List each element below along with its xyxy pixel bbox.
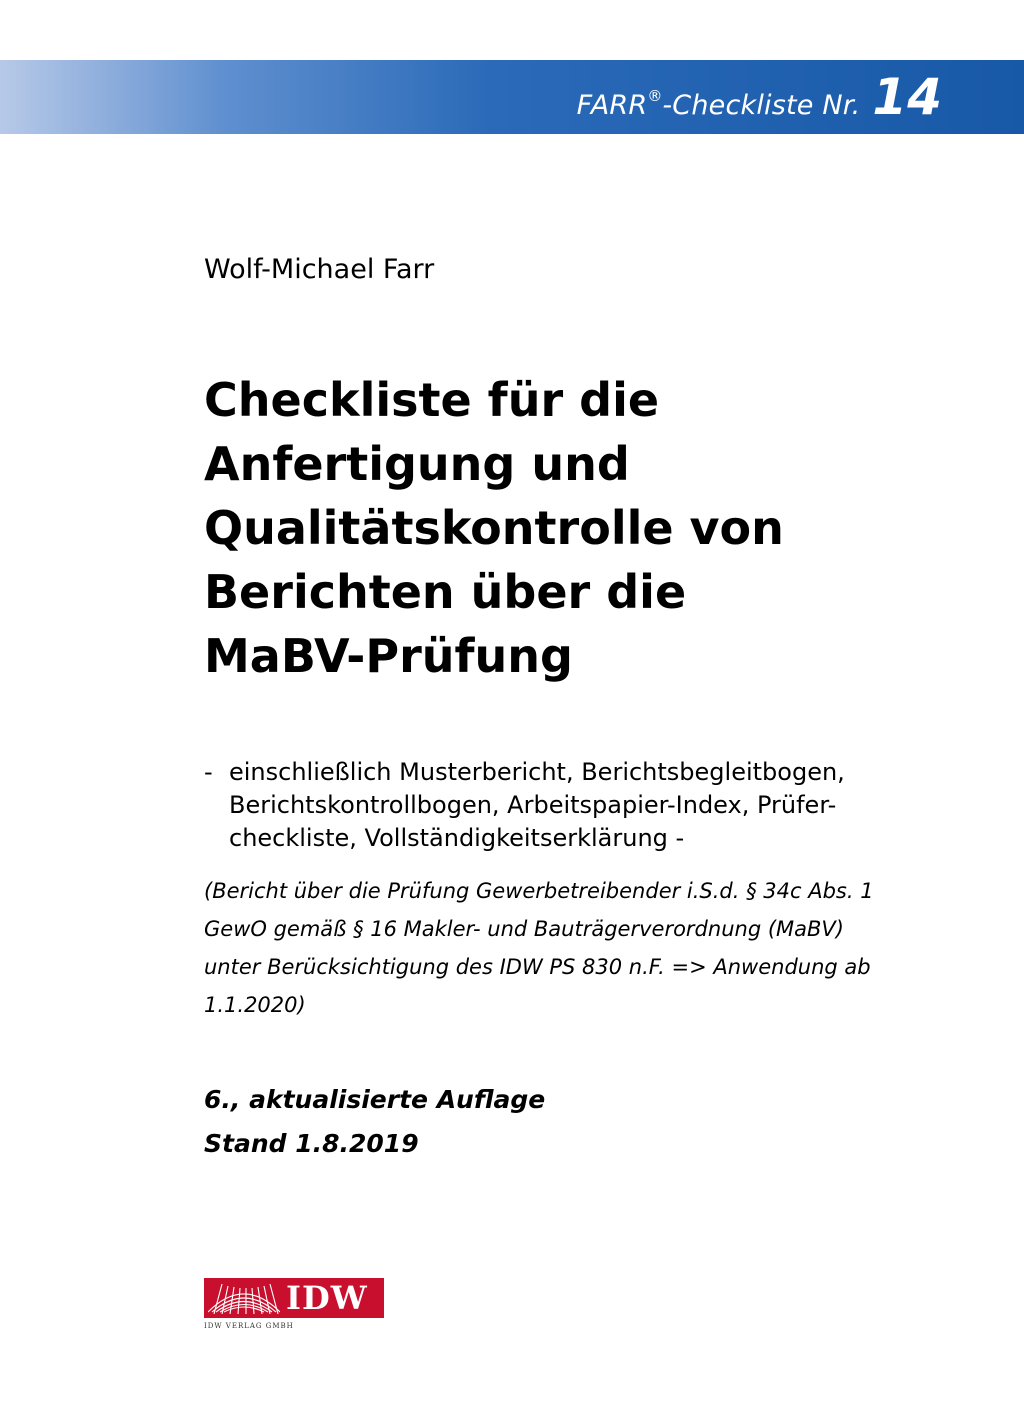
logo-subtext: IDW VERLAG GMBH <box>204 1322 294 1330</box>
note-line: (Bericht über die Prüfung Gewerbetreibender i.S.d. § 34c Abs. 1 <box>204 879 874 903</box>
note-line: 1.1.2020) <box>204 993 306 1017</box>
title-line: Checkliste für die <box>204 373 660 427</box>
title-line: Berichten über die <box>204 565 687 619</box>
series-prefix: FARR <box>576 90 648 121</box>
series-label <box>576 68 942 128</box>
logo-text: IDW <box>286 1279 368 1317</box>
note-line: unter Berücksichtigung des IDW PS 830 n.F. => Anwendung ab <box>204 955 871 979</box>
edition-line: 6., aktualisierte Auflage <box>204 1085 546 1114</box>
title-line: Qualitätskontrolle von <box>204 501 784 555</box>
subtitle-text: einschließlich Musterbericht, Berichtsbegleitbogen, <box>229 758 845 786</box>
series-suffix: -Checkliste Nr. <box>662 90 861 121</box>
book-title <box>204 368 964 688</box>
series-number: 14 <box>872 68 942 126</box>
subtitle <box>204 756 964 855</box>
edition-info <box>204 1078 545 1166</box>
author-name: Wolf-Michael Farr <box>204 254 435 285</box>
logo-box <box>204 1278 384 1318</box>
note-line: GewO gemäß § 16 Makler- und Bauträgerverordnung (MaBV) <box>204 917 844 941</box>
logo-grid-icon <box>208 1282 280 1314</box>
subtitle-dash: - <box>204 758 213 786</box>
registered-mark: ® <box>647 87 663 105</box>
subtitle-line: checkliste, Vollständigkeitserklärung - <box>229 824 685 852</box>
edition-date: Stand 1.8.2019 <box>204 1129 419 1158</box>
title-line: MaBV-Prüfung <box>204 629 573 683</box>
title-line: Anfertigung und <box>204 437 630 491</box>
publisher-logo <box>204 1278 384 1336</box>
subtitle-line: Berichtskontrollbogen, Arbeitspapier-Index, Prüfer- <box>229 791 837 819</box>
scope-note <box>204 872 964 1024</box>
subtitle-line <box>204 756 964 789</box>
